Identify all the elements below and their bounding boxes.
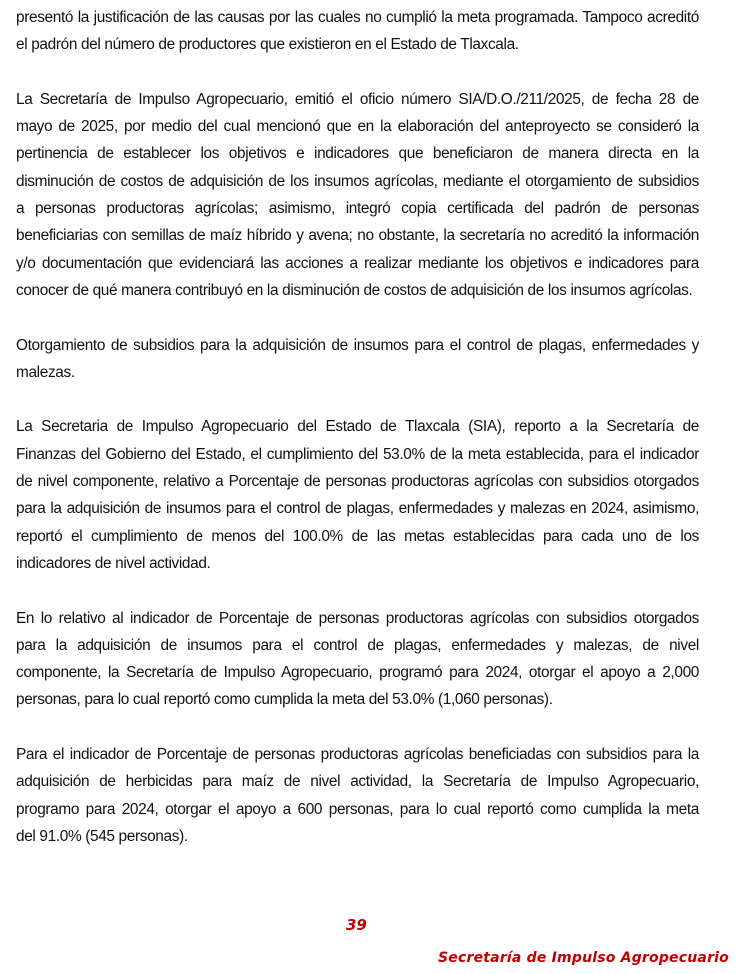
text-line: La Secretaría de Impulso Agropecuario, emitió el oficio número SIA/D.O./211/2025, de fecha 28 de [16,90,699,108]
text-line: presentó la justificación de las causas por las cuales no cumplió la meta programada. Tampoco acreditó [16,9,699,26]
text-line: En lo relativo al indicador de Porcentaje de personas productoras agrícolas con subsidios otorgados [16,609,699,627]
text-line: y/o documentación que evidenciará las acciones a realizar mediante los objetivos e indicadores para [16,254,699,272]
text-line: para la adquisición de insumos para el control de plagas, enfermedades y malezas, de nivel [16,636,699,654]
text-line: adquisición de herbicidas para maíz de nivel actividad, la Secretaría de Impulso Agropecuario, [16,773,699,791]
paragraph [16,4,699,59]
text-line: para la adquisición de insumos para el control de plagas, enfermedades y malezas en 2024, asimismo, [16,500,699,518]
text-line: componente, la Secretaría de Impulso Agropecuario, programó para 2024, otorgar el apoyo a 2,000 [16,664,699,682]
text-line: pertinencia de establecer los objetivos e indicadores que beneficiaron de manera directa en la [16,145,699,163]
text-line: programo para 2024, otorgar el apoyo a 600 personas, para lo cual reportó como cumplida la meta [16,800,699,818]
paragraph [16,413,699,577]
text-line: Otorgamiento de subsidios para la adquisición de insumos para el control de plagas, enfermedades y [16,336,699,354]
page-number: 39 [346,916,367,934]
footer-title: Secretaría de Impulso Agropecuario [438,950,729,966]
text-line: Finanzas del Gobierno del Estado, el cumplimiento del 53.0% de la meta establecida, para el indicador [16,445,699,463]
text-line: a personas productoras agrícolas; asimismo, integró copia certificada del padrón de personas [16,200,699,218]
text-line: del 91.0% (545 personas). [16,827,188,845]
text-line: mayo de 2025, por medio del cual mencionó que en la elaboración del anteproyecto se consideró la [16,118,699,136]
text-line: disminución de costos de adquisición de los insumos agrícolas, mediante el otorgamiento de subsidios [16,172,699,190]
paragraph [16,741,699,850]
text-line: indicadores de nivel actividad. [16,554,211,572]
text-line: beneficiarias con semillas de maíz híbrido y avena; no obstante, la secretaría no acreditó la información [16,227,699,245]
text-line: conocer de qué manera contribuyó en la disminución de costos de adquisición de los insumos agrícolas. [16,281,693,299]
text-line: personas, para lo cual reportó como cumplida la meta del 53.0% (1,060 personas). [16,691,553,709]
text-line: malezas. [16,363,75,381]
text-line: Para el indicador de Porcentaje de personas productoras agrícolas beneficiadas con subsidios para la [16,746,699,764]
paragraph [16,86,699,304]
text-line: de nivel componente, relativo a Porcentaje de personas productoras agrícolas con subsidios otorgados [16,473,699,491]
section-heading [16,332,699,387]
document-body [16,0,699,850]
text-line: La Secretaria de Impulso Agropecuario del Estado de Tlaxcala (SIA), reporto a la Secretaría de [16,418,699,436]
paragraph [16,605,699,714]
text-line: reportó el cumplimiento de menos del 100.0% de las metas establecidas para cada uno de los [16,527,699,545]
text-line: el padrón del número de productores que existieron en el Estado de Tlaxcala. [16,36,519,54]
